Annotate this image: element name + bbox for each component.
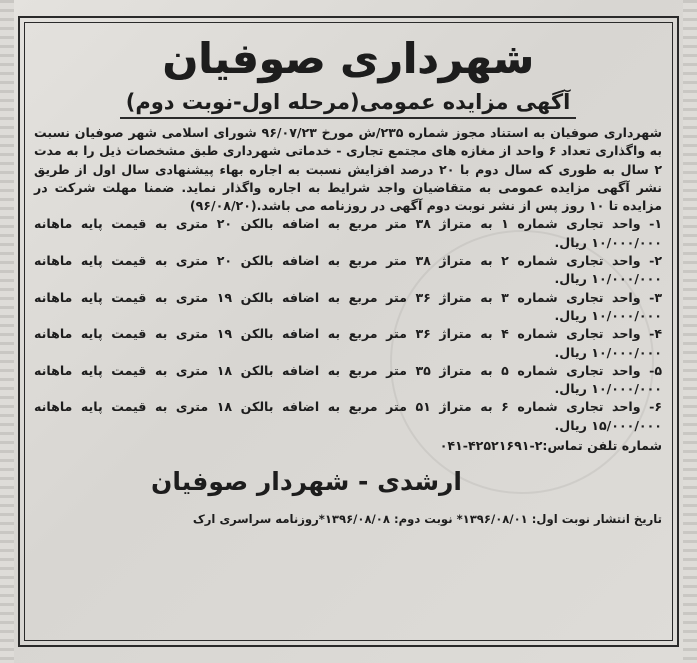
unit-price: ۱۰/۰۰۰/۰۰۰ ریال. xyxy=(554,234,662,250)
unit-description: ۵- واحد تجاری شماره ۵ به متراژ ۳۵ متر مربع به اضافه بالکن ۱۸ متری به قیمت پایه ماهانه xyxy=(34,362,662,378)
contact-phone: شماره تلفن تماس:۲-۴۲۵۲۱۶۹۱-۰۴۱ xyxy=(439,438,662,454)
unit-price: ۱۰/۰۰۰/۰۰۰ ریال. xyxy=(554,381,662,397)
mayor-signature: ارشدی - شهردار صوفیان xyxy=(151,467,462,497)
subtitle-container xyxy=(34,88,662,119)
ad-title: شهرداری صوفیان xyxy=(162,34,534,83)
unit-price: ۱۰/۰۰۰/۰۰۰ ریال. xyxy=(554,344,662,360)
ad-content xyxy=(34,26,662,638)
unit-description: ۱- واحد تجاری شماره ۱ به متراژ ۳۸ متر مربع به اضافه بالکن ۲۰ متری به قیمت پایه ماهانه xyxy=(34,216,662,232)
ad-subtitle: آگهی مزایده عمومی(مرحله اول-نوبت دوم) xyxy=(120,88,577,119)
list-item xyxy=(34,289,662,326)
unit-list xyxy=(34,215,662,435)
list-item xyxy=(34,398,662,435)
unit-price: ۱۵/۰۰۰/۰۰۰ ریال. xyxy=(554,417,662,433)
right-column-edge xyxy=(683,0,697,663)
unit-description: ۲- واحد تجاری شماره ۲ به متراژ ۳۸ متر مربع به اضافه بالکن ۲۰ متری به قیمت پایه ماهانه xyxy=(34,253,662,269)
unit-description: ۴- واحد تجاری شماره ۴ به متراژ ۳۶ متر مربع به اضافه بالکن ۱۹ متری به قیمت پایه ماهانه xyxy=(34,326,662,342)
publication-dates: تاریخ انتشار نوبت اول: ۱۳۹۶/۰۸/۰۱* نوبت دوم: ۱۳۹۶/۰۸/۰۸*روزنامه سراسری ارک xyxy=(192,512,662,527)
list-item xyxy=(34,252,662,289)
ad-body-paragraph: شهرداری صوفیان به استناد مجوز شماره ۲۳۵/ش مورخ ۹۶/۰۷/۲۳ شورای اسلامی شهر صوفیان نسبت به واگذاری تعداد ۶ واحد از مغازه های مجتمع تجاری - خدماتی شهرداری طبق مشخصات ذیل را به مدت ۲ سال به طوری که سال دوم با ۲۰ درصد افزایش نسبت به اجاره بهاء پیشنهادی سال اول از طریق نشر آگهی مزایده عمومی به متقاضیان واجد شرایط به اجاره واگذار نماید. ضمنا مهلت شرکت در مزایده تا ۱۰ روز پس از نشر نوبت دوم آگهی در روزنامه می باشد.(۹۶/۰۸/۲۰) xyxy=(34,125,663,214)
list-item xyxy=(34,215,662,252)
unit-description: ۶- واحد تجاری شماره ۶ به متراژ ۵۱ متر مربع به اضافه بالکن ۱۸ متری به قیمت پایه ماهانه xyxy=(34,399,662,415)
list-item xyxy=(34,362,662,399)
unit-description: ۳- واحد تجاری شماره ۳ به متراژ ۳۶ متر مربع به اضافه بالکن ۱۹ متری به قیمت پایه ماهانه xyxy=(34,289,662,305)
left-column-edge xyxy=(0,0,14,663)
unit-price: ۱۰/۰۰۰/۰۰۰ ریال. xyxy=(554,271,662,287)
list-item xyxy=(34,325,662,362)
unit-price: ۱۰/۰۰۰/۰۰۰ ریال. xyxy=(554,307,662,323)
